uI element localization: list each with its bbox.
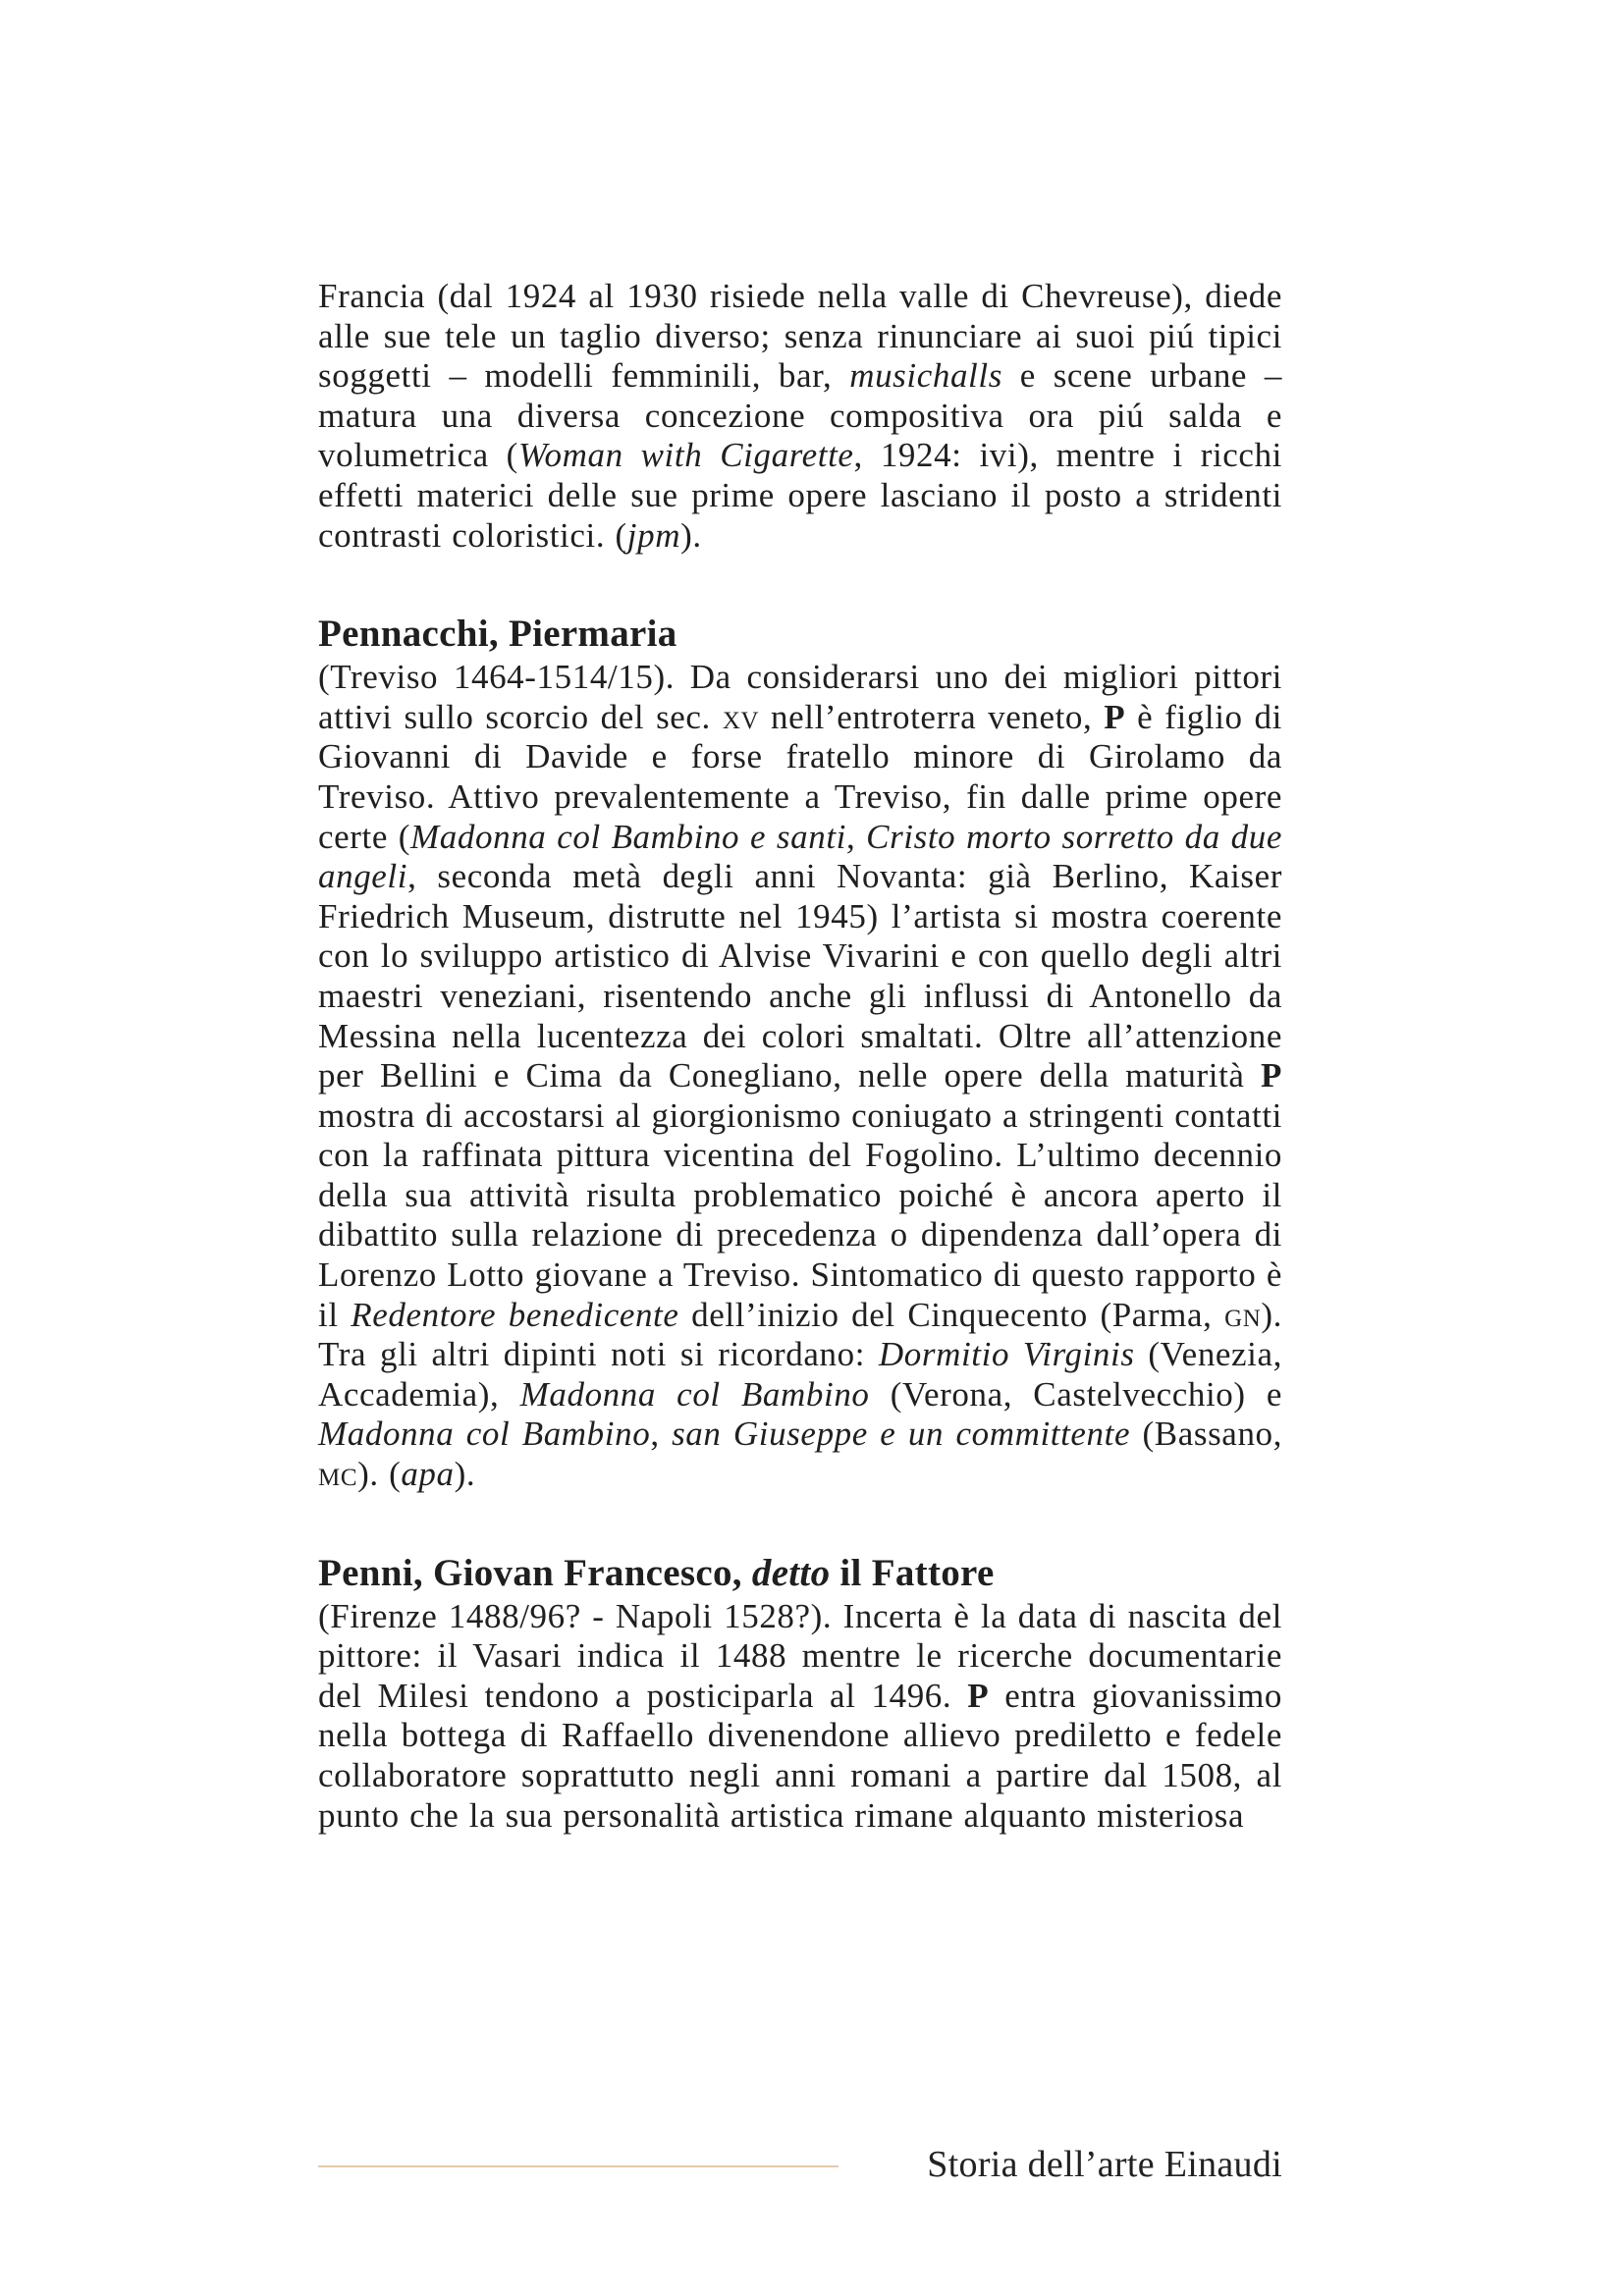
footer-label: Storia dell’arte Einaudi [927, 2144, 1282, 2185]
entry-title-pennacchi: Pennacchi, Piermaria [318, 613, 677, 656]
entry-body-penni: (Firenze 1488/96? - Napoli 1528?). Incerta è la data di nascita del pittore: il Vasari indica il 1488 mentre le ricerche documentarie del Milesi tendono a posticiparla al 1496. P entra giovanissimo nella bottega di Raffaello divenendone allievo prediletto e fedele collaboratore soprattutto negli anni romani a partire dal 1508, al punto che la sua personalità artistica rimane alquanto misteriosa [318, 1596, 1282, 1835]
page-footer [318, 2142, 1282, 2191]
page-body [318, 277, 1282, 1836]
entry-body-pennacchi: (Treviso 1464-1514/15). Da considerarsi uno dei migliori pittori attivi sullo scorcio del sec. xv nell’entroterra veneto, P è figlio di Giovanni di Davide e forse fratello minore di Girolamo da Treviso. Attivo prevalentemente a Treviso, fin dalle prime opere certe (Madonna col Bambino e santi, Cristo morto sorretto da due angeli, seconda metà degli anni Novanta: già Berlino, Kaiser Friedrich Museum, distrutte nel 1945) l’artista si mostra coerente con lo sviluppo artistico di Alvise Vivarini e con quello degli altri maestri veneziani, risentendo anche gli influssi di Antonello da Messina nella lucentezza dei colori smaltati. Oltre all’attenzione per Bellini e Cima da Conegliano, nelle opere della maturità P mostra di accostarsi al giorgionismo coniugato a stringenti contatti con la raffinata pittura vicentina del Fogolino. L’ultimo decennio della sua attività risulta problematico poiché è ancora aperto il dibattito sulla relazione di precedenza o dipendenza dall’opera di Lorenzo Lotto giovane a Treviso. Sintomatico di questo rapporto è il Redentore benedicente dell’inizio del Cinquecento (Parma, gn). Tra gli altri dipinti noti si ricordano: Dormitio Virginis (Venezia, Accademia), Madonna col Bambino (Verona, Castelvecchio) e Madonna col Bambino, san Giuseppe e un committente (Bassano, mc). (apa). [318, 658, 1282, 1494]
footer-rule [318, 2165, 839, 2167]
intro-paragraph: Francia (dal 1924 al 1930 risiede nella valle di Chevreuse), diede alle sue tele un taglio diverso; senza rinunciare ai suoi piú tipici soggetti – modelli femminili, bar, musichalls e scene urbane – matura una diversa concezione compositiva ora piú salda e volumetrica (Woman with Cigarette, 1924: ivi), mentre i ricchi effetti materici delle sue prime opere lasciano il posto a stridenti contrasti coloristici. (jpm). [318, 277, 1282, 555]
entry-title-penni: Penni, Giovan Francesco, detto il Fattore [318, 1551, 995, 1594]
